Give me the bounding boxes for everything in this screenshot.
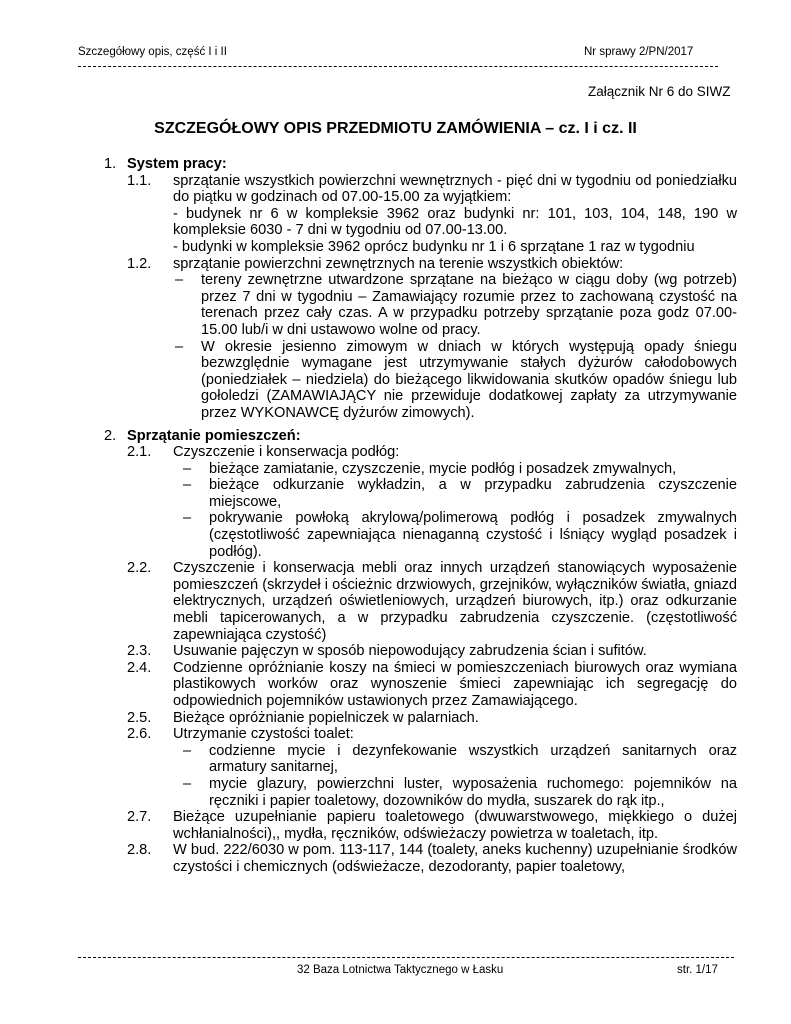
header-right: Nr sprawy 2/PN/2017 — [584, 46, 694, 58]
item-text: sprzątanie wszystkich powierzchni wewnętrznych - pięć dni w tygodniu od poniedziałku do piątku w godzinach od 07.00-15.00 za wyjątkiem: — [173, 172, 737, 206]
dash-bullet: – — [183, 742, 192, 759]
dash-bullet: – — [183, 510, 192, 527]
dash-bullet: – — [183, 775, 192, 792]
item-number: 2.6. — [127, 726, 152, 743]
item-text: Codzienne opróżnianie koszy na śmieci w pomieszczeniach biurowych oraz wymiana plastikowych worków oraz wynoszenie śmieci zapewniając ich segregację do odpowiednich pojemników ustawionych przez Zamawiającego. — [173, 659, 737, 709]
dash-bullet: – — [175, 272, 184, 289]
list-item — [0, 477, 791, 510]
list-item-text: mycie glazury, powierzchni luster, wyposażenia ruchomego: pojemników na ręczniki i papier toaletowy, dozowników do mydła, suszarek do rąk itp., — [209, 775, 737, 809]
list-item — [0, 510, 791, 560]
section-number: 1. — [104, 156, 117, 172]
item-2-5 — [0, 710, 791, 727]
item-2-3 — [0, 643, 791, 660]
header-rule — [78, 66, 718, 67]
item-text: Bieżące opróżnianie popielniczek w palarniach. — [173, 709, 479, 726]
section-title: System pracy: — [127, 156, 227, 172]
list-item — [0, 339, 791, 422]
list-item-text: bieżące odkurzanie wykładzin, a w przypadku zabrudzenia czyszczenie miejscowe, — [209, 477, 737, 510]
item-number: 2.1. — [127, 444, 152, 461]
item-text: Utrzymanie czystości toalet: — [173, 726, 354, 743]
dash-bullet: – — [183, 460, 192, 477]
dash-bullet: – — [175, 338, 184, 355]
item-text: Usuwanie pajęczyn w sposób niepowodujący zabrudzenia ścian i sufitów. — [173, 643, 647, 660]
item-number: 2.7. — [127, 809, 152, 826]
footer-rule — [78, 957, 734, 958]
list-item-text: bieżące zamiatanie, czyszczenie, mycie podłóg i posadzek zmywalnych, — [209, 460, 677, 477]
item-text: Czyszczenie i konserwacja mebli oraz innych urządzeń stanowiących wyposażenie pomieszczeń (skrzydeł i ościeżnic drzwiowych, grzejników, wyłączników światła, gniazd elektrycznych, urządzeń oświetleniowych, urządzeń biurowych, itp.) oraz odkurzanie mebli tapicerowanych, a w przypadku zabrudzenia czyszczenie. (częstotliwość zapewniająca czystość) — [173, 560, 737, 643]
list-item — [0, 743, 791, 776]
item-1-2 — [0, 256, 791, 273]
list-item-text: codzienne mycie i dezynfekowanie wszystkich urządzeń sanitarnych oraz armatury sanitarnej, — [209, 742, 737, 776]
item-text: W bud. 222/6030 w pom. 113-117, 144 (toalety, aneks kuchenny) uzupełnianie środków czystości i chemicznych (odświeżacze, dezodoranty, papier toaletowy, — [173, 842, 737, 875]
list-item-text: pokrywanie powłoką akrylową/polimerową podłóg i posadzek zmywalnych (częstotliwość zapewniająca nienaganną czystość i lśniący wygląd posadzek i podłóg). — [209, 510, 737, 560]
section-1-heading — [0, 156, 791, 173]
item-text: Bieżące uzupełnianie papieru toaletowego (dwuwarstwowego, miękkiego o dużej wchłanialności),, mydła, ręczników, odświeżaczy powietrza w toaletach, itp. — [173, 809, 737, 842]
item-2-4 — [0, 660, 791, 710]
item-number: 2.4. — [127, 659, 152, 676]
item-number: 1.1. — [127, 172, 152, 189]
page-number: str. 1/17 — [677, 964, 718, 976]
dash-bullet: – — [183, 477, 192, 494]
list-item-text: W okresie jesienno zimowym w dniach w których występują opady śniegu bezwzględnie wymagane jest utrzymywanie stałych dyżurów całodobowych (poniedziałek – niedziela) do bieżącego likwidowania skutków opadów śniegu lub gołoledzi (ZAMAWIAJĄCY nie przewiduje dodatkowej zapłaty za utrzymywanie przez WYKONAWCĘ dyżurów zimowych). — [201, 338, 737, 421]
item-2-8 — [0, 842, 791, 875]
document-body — [0, 156, 791, 876]
item-text: Czyszczenie i konserwacja podłóg: — [173, 444, 400, 461]
item-text: sprzątanie powierzchni zewnętrznych na terenie wszystkich obiektów: — [173, 255, 624, 272]
document-title: SZCZEGÓŁOWY OPIS PRZEDMIOTU ZAMÓWIENIA – cz. I i cz. II — [154, 120, 637, 137]
header-left: Szczegółowy opis, część I i II — [78, 46, 227, 58]
section-number: 2. — [104, 427, 117, 444]
item-number: 1.2. — [127, 255, 152, 272]
item-text-line: - budynki w kompleksie 3962 oprócz budynku nr 1 i 6 sprzątane 1 raz w tygodniu — [173, 238, 695, 255]
section-title: Sprzątanie pomieszczeń: — [127, 427, 301, 444]
list-item — [0, 272, 791, 338]
item-text-line: - budynek nr 6 w kompleksie 3962 oraz budynki nr: 101, 103, 104, 148, 190 w kompleksie 6030 - 7 dni w tygodniu od 07.00-13.00. — [173, 205, 737, 239]
item-number: 2.3. — [127, 643, 152, 660]
item-1-1 — [0, 173, 791, 256]
list-item — [0, 461, 791, 478]
item-2-2 — [0, 560, 791, 643]
item-2-1 — [0, 444, 791, 461]
item-number: 2.5. — [127, 709, 152, 726]
list-item — [0, 776, 791, 809]
list-item-text: tereny zewnętrzne utwardzone sprzątane na bieżąco w ciągu doby (wg potrzeb) przez 7 dni w tygodniu – Zamawiający rozumie przez to zachowaną czystość na terenach przez cały czas. A w przypadku potrzeby sprzątanie poza godz 07.00-15.00 lub/i w dni ustawowo wolne od pracy. — [201, 272, 737, 338]
item-2-7 — [0, 809, 791, 842]
item-2-6 — [0, 726, 791, 743]
section-2-heading — [0, 428, 791, 445]
item-number: 2.8. — [127, 842, 152, 859]
annex-label: Załącznik Nr 6 do SIWZ — [588, 84, 731, 99]
item-number: 2.2. — [127, 560, 152, 577]
footer-center: 32 Baza Lotnictwa Taktycznego w Łasku — [297, 964, 504, 976]
